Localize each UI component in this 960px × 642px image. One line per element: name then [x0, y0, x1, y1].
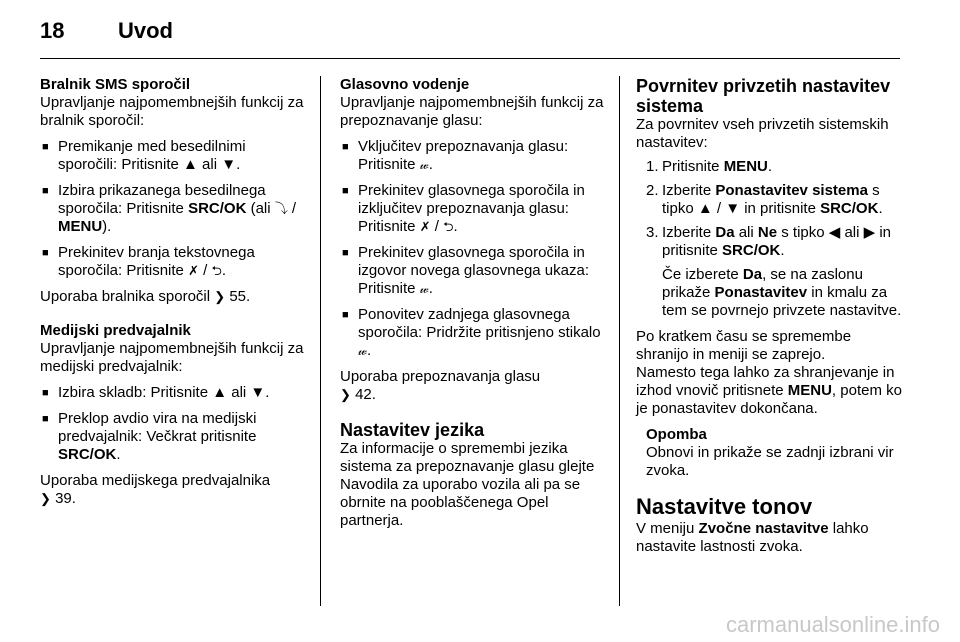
- column-3: [636, 76, 906, 556]
- tone-heading: Nastavitve tonov: [636, 494, 813, 519]
- key-label: MENU: [723, 158, 768, 175]
- media-intro: Upravljanje najpomembnejših funkcij za medijski predvajalnik:: [40, 340, 304, 375]
- media-heading: Medijski predvajalnik: [40, 322, 191, 339]
- language-text: Za informacije o spremembi jezika sistema za prepoznavanje glasu glejte Navodila za uporabo vozila ali pa se obrnite na pooblaščenega Opel partnerja.: [340, 440, 595, 529]
- list-item: [340, 244, 606, 298]
- list-item-text: Izbira skladb: Pritisnite ▲ ali ▼.: [58, 384, 270, 401]
- page-reference-icon: ❯: [214, 289, 226, 304]
- step-number: 1.: [646, 158, 659, 175]
- list-item: [40, 410, 308, 464]
- menu-item-label: Zvočne nastavitve: [698, 520, 829, 537]
- watermark[interactable]: carmanualsonline.info: [725, 612, 940, 637]
- step-text: ali: [734, 224, 758, 241]
- reset-intro: Za povrnitev vseh privzetih sistemskih nastavitev:: [636, 116, 889, 151]
- list-item: [40, 244, 308, 280]
- tone-text: [636, 520, 906, 556]
- body-text: lahko nastavite lastnosti zvoka.: [636, 520, 869, 555]
- note-heading: Opomba: [646, 426, 707, 443]
- list-item-text: /: [430, 218, 444, 235]
- list-item: [40, 384, 308, 402]
- list-item: [40, 138, 308, 174]
- reference-text: Uporaba prepoznavanja glasu: [340, 368, 541, 385]
- header-rule: [40, 58, 900, 59]
- key-label: SRC/OK: [188, 200, 247, 217]
- step-text: .: [767, 158, 773, 175]
- list-item-text: ).: [102, 218, 112, 235]
- list-item-text: .: [428, 280, 433, 297]
- reference-text: Uporaba medijskega predvajalnika: [40, 472, 271, 489]
- body-text: Namesto tega lahko za shranjevanje in izhod vnovič pritisnete: [636, 364, 895, 399]
- key-label: MENU: [58, 218, 103, 235]
- list-item-text: Prekinitev branja tekstovnega sporočila: Pritisnite: [58, 244, 255, 279]
- list-item-text: Ponovitev zadnjega glasovnega sporočila: Pridržite pritisnjeno stikalo: [358, 306, 601, 341]
- reference-text: Uporaba bralnika sporočil: [40, 288, 215, 305]
- body-text: V meniju: [636, 520, 699, 537]
- list-item: [340, 182, 606, 236]
- voice-control-icon: 𝓌: [419, 157, 429, 172]
- after-text-2: [636, 364, 906, 418]
- column-1: [40, 76, 308, 508]
- reference-page: 39.: [50, 490, 76, 507]
- column-divider-1: [320, 76, 321, 606]
- page-number: 18: [40, 18, 65, 43]
- list-item-text: Prekinitev glasovnega sporočila in izključitev prepoznavanja glasu: Pritisnite: [358, 182, 585, 235]
- step-item: [636, 158, 906, 176]
- list-item-text: /: [198, 262, 212, 279]
- after-text-1: Po kratkem času se spremembe shranijo in meniji se zaprejo.: [636, 328, 852, 363]
- reference-page: 42.: [350, 386, 376, 403]
- page-reference-icon: ❯: [40, 491, 51, 506]
- key-label: SRC/OK: [820, 200, 879, 217]
- step-text: Pritisnite: [662, 158, 724, 175]
- back-arrow-icon: ⤵: [274, 201, 288, 216]
- note-text: Obnovi in prikaže se zadnji izbrani vir zvoka.: [646, 444, 894, 479]
- step-text: s tipko ◀ ali ▶ in pritisnite: [662, 224, 892, 259]
- note-box: [636, 426, 906, 480]
- option-label: Ne: [757, 224, 778, 241]
- body-text: , potem ko je ponastavitev dokončana.: [636, 382, 902, 417]
- voice-intro: Upravljanje najpomembnejših funkcij za prepoznavanje glasu:: [340, 94, 604, 129]
- reference-page: 55.: [225, 288, 251, 305]
- step-text: , se na zaslonu prikaže: [662, 266, 863, 301]
- list-item: [340, 138, 606, 174]
- sms-heading: Bralnik SMS sporočil: [40, 76, 191, 93]
- step-number: 2.: [646, 182, 659, 199]
- list-item-text: Vključitev prepoznavanja glasu: Pritisnite: [358, 138, 569, 173]
- column-divider-2: [619, 76, 620, 606]
- list-item: [40, 182, 308, 236]
- sms-intro: Upravljanje najpomembnejših funkcij za bralnik sporočil:: [40, 94, 304, 129]
- step-item: [636, 182, 906, 218]
- hangup-icon: ✗: [188, 263, 199, 278]
- list-item-text: Izbira prikazanega besedilnega sporočila: Pritisnite: [58, 182, 266, 217]
- list-item-text: Prekinitev glasovnega sporočila in izgovor novega glasovnega ukaza: Pritisnite: [358, 244, 589, 297]
- step-text: in kmalu za tem se povrnejo privzete nastavitve.: [662, 284, 902, 319]
- step-text: .: [780, 242, 785, 259]
- cross-reference: [40, 472, 308, 508]
- step-text: s tipko ▲ / ▼ in pritisnite: [662, 182, 880, 217]
- step-text: Izberite: [662, 182, 716, 199]
- hangup-icon: ✗: [419, 219, 431, 234]
- menu-item-label: Ponastavitev sistema: [715, 182, 868, 199]
- cross-reference: [40, 288, 308, 306]
- return-icon: ⮌: [443, 219, 454, 234]
- option-label: Da: [742, 266, 763, 283]
- page-reference-icon: ❯: [340, 387, 351, 402]
- column-2: [340, 76, 606, 530]
- step-item: [636, 224, 906, 260]
- section-title: Uvod: [118, 18, 173, 43]
- list-item-text: .: [453, 218, 458, 235]
- list-item-text: .: [367, 342, 372, 359]
- display-label: Ponastavitev: [714, 284, 808, 301]
- list-item-text: .: [428, 156, 433, 173]
- list-item-text: Preklop avdio vira na medijski predvajalnik: Večkrat pritisnite: [58, 410, 257, 445]
- list-item-text: /: [287, 200, 297, 217]
- return-icon: ⮌: [211, 263, 222, 278]
- voice-control-icon: 𝓌: [419, 281, 429, 296]
- list-item: [340, 306, 606, 360]
- key-label: SRC/OK: [58, 446, 117, 463]
- list-item-text: .: [116, 446, 121, 463]
- key-label: MENU: [787, 382, 832, 399]
- step-text: .: [878, 200, 883, 217]
- voice-control-icon: 𝓌: [358, 343, 368, 358]
- step-text: Izberite: [662, 224, 716, 241]
- step-number: 3.: [646, 224, 659, 241]
- option-label: Da: [715, 224, 735, 241]
- voice-heading: Glasovno vodenje: [340, 76, 470, 93]
- list-item-text: Premikanje med besedilnimi sporočili: Pritisnite ▲ ali ▼.: [58, 138, 246, 173]
- cross-reference: [340, 368, 606, 404]
- reset-heading: Povrnitev privzetih nastavitev sistema: [636, 76, 891, 116]
- step-followup: [636, 266, 906, 320]
- key-label: SRC/OK: [722, 242, 781, 259]
- step-text: Če izberete: [662, 266, 743, 283]
- list-item-text: .: [221, 262, 227, 279]
- list-item-text: (ali: [246, 200, 275, 217]
- language-heading: Nastavitev jezika: [340, 420, 485, 440]
